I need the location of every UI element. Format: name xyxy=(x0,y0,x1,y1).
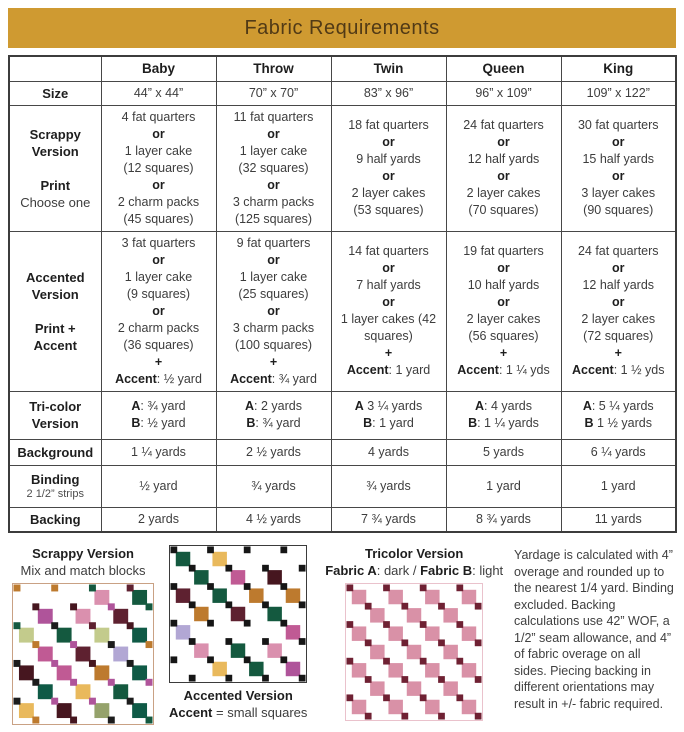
yardage-note: Yardage is calculated with 4” overage and rounded up to the nearest 1/4 yard. Binding excluded. Backing calculations use 42” WOF, a 1/2” seam allowance, and 4” of fabric overage on all sides. Piecing backing in different orientations may result in +/- fabric required. xyxy=(514,548,674,711)
table-cell: ½ yard xyxy=(101,465,216,507)
fabric-requirements-table xyxy=(8,55,677,533)
table-cell: 44” x 44” xyxy=(101,81,216,105)
row-header-background: Background xyxy=(9,439,101,465)
table-cell: 70” x 70” xyxy=(216,81,331,105)
table-cell: 1 ¼ yards xyxy=(101,439,216,465)
table-cell: 5 yards xyxy=(446,439,561,465)
table-cell: ¾ yards xyxy=(216,465,331,507)
tricolor-quilt-frame xyxy=(345,583,483,721)
table-cell: 7 ¾ yards xyxy=(331,507,446,532)
accented-quilt-image xyxy=(170,546,306,682)
scrappy-caption-subtitle: Mix and match blocks xyxy=(20,563,146,578)
tricolor-figure xyxy=(322,545,506,721)
title-bar xyxy=(8,8,676,48)
accented-caption-subtitle: Accent = small squares xyxy=(169,705,308,720)
table-cell: 24 fat quarters or 12 half yards or 2 layer cakes (70 squares) xyxy=(446,105,561,231)
scrappy-figure xyxy=(8,545,158,725)
table-cell: 11 fat quarters or 1 layer cake (32 squares) or 3 charm packs (125 squares) xyxy=(216,105,331,231)
tricolor-caption-title: Tricolor Version xyxy=(365,546,464,561)
column-header: Baby xyxy=(101,56,216,81)
bottom-section xyxy=(8,545,676,725)
accented-quilt-frame xyxy=(169,545,307,683)
scrappy-caption-title: Scrappy Version xyxy=(32,546,134,561)
column-header: Throw xyxy=(216,56,331,81)
table-cell: 109” x 122” xyxy=(561,81,676,105)
table-cell: 2 ½ yards xyxy=(216,439,331,465)
table-cell: 30 fat quarters or 15 half yards or 3 layer cakes (90 squares) xyxy=(561,105,676,231)
scrappy-quilt-frame xyxy=(12,583,154,725)
row-header-accented: Accented Version Print + Accent xyxy=(9,231,101,391)
table-cell: 96” x 109” xyxy=(446,81,561,105)
table-cell: 14 fat quarters or 7 half yards or 1 layer cakes (42 squares) + Accent: 1 yard xyxy=(331,231,446,391)
table-cell: 9 fat quarters or 1 layer cake (25 squares) or 3 charm packs (100 squares) + Accent: ¾ yard xyxy=(216,231,331,391)
row-header-size: Size xyxy=(9,81,101,105)
table-cell: 4 ½ yards xyxy=(216,507,331,532)
column-header xyxy=(9,56,101,81)
row-header-scrappy: Scrappy Version Print Choose one xyxy=(9,105,101,231)
table-cell: 4 fat quarters or 1 layer cake (12 squares) or 2 charm packs (45 squares) xyxy=(101,105,216,231)
scrappy-caption xyxy=(21,545,146,579)
tricolor-quilt-image xyxy=(346,584,482,720)
tricolor-caption xyxy=(325,545,503,579)
accented-caption-title: Accented Version xyxy=(183,688,293,703)
column-header: Twin xyxy=(331,56,446,81)
table-cell: ¾ yards xyxy=(331,465,446,507)
table-cell: 19 fat quarters or 10 half yards or 2 layer cakes (56 squares) + Accent: 1 ¼ yds xyxy=(446,231,561,391)
table-cell: 1 yard xyxy=(446,465,561,507)
page-title: Fabric Requirements xyxy=(244,16,440,39)
table-cell: 2 yards xyxy=(101,507,216,532)
table-cell: A 3 ¼ yards B: 1 yard xyxy=(331,391,446,439)
column-header: King xyxy=(561,56,676,81)
accented-figure xyxy=(168,545,308,721)
table-cell: A: 5 ¼ yards B 1 ½ yards xyxy=(561,391,676,439)
table-cell: A: 4 yards B: 1 ¼ yards xyxy=(446,391,561,439)
table-cell: 4 yards xyxy=(331,439,446,465)
scrappy-quilt-image xyxy=(13,584,153,724)
row-header-tricolor: Tri-color Version xyxy=(9,391,101,439)
table-cell: 6 ¼ yards xyxy=(561,439,676,465)
table-cell: A: ¾ yard B: ½ yard xyxy=(101,391,216,439)
table-cell: 3 fat quarters or 1 layer cake (9 squares) or 2 charm packs (36 squares) + Accent: ½ yard xyxy=(101,231,216,391)
tricolor-caption-subtitle: Fabric A: dark / Fabric B: light xyxy=(325,563,504,578)
table-cell: A: 2 yards B: ¾ yard xyxy=(216,391,331,439)
table-cell: 18 fat quarters or 9 half yards or 2 layer cakes (53 squares) xyxy=(331,105,446,231)
column-header: Queen xyxy=(446,56,561,81)
table-cell: 24 fat quarters or 12 half yards or 2 layer cakes (72 squares) + Accent: 1 ½ yds xyxy=(561,231,676,391)
table-cell: 11 yards xyxy=(561,507,676,532)
row-header-backing: Backing xyxy=(9,507,101,532)
table-cell: 1 yard xyxy=(561,465,676,507)
row-header-binding: Binding 2 1/2” strips xyxy=(9,465,101,507)
table-cell: 8 ¾ yards xyxy=(446,507,561,532)
table-cell: 83” x 96” xyxy=(331,81,446,105)
accented-caption xyxy=(169,687,307,721)
